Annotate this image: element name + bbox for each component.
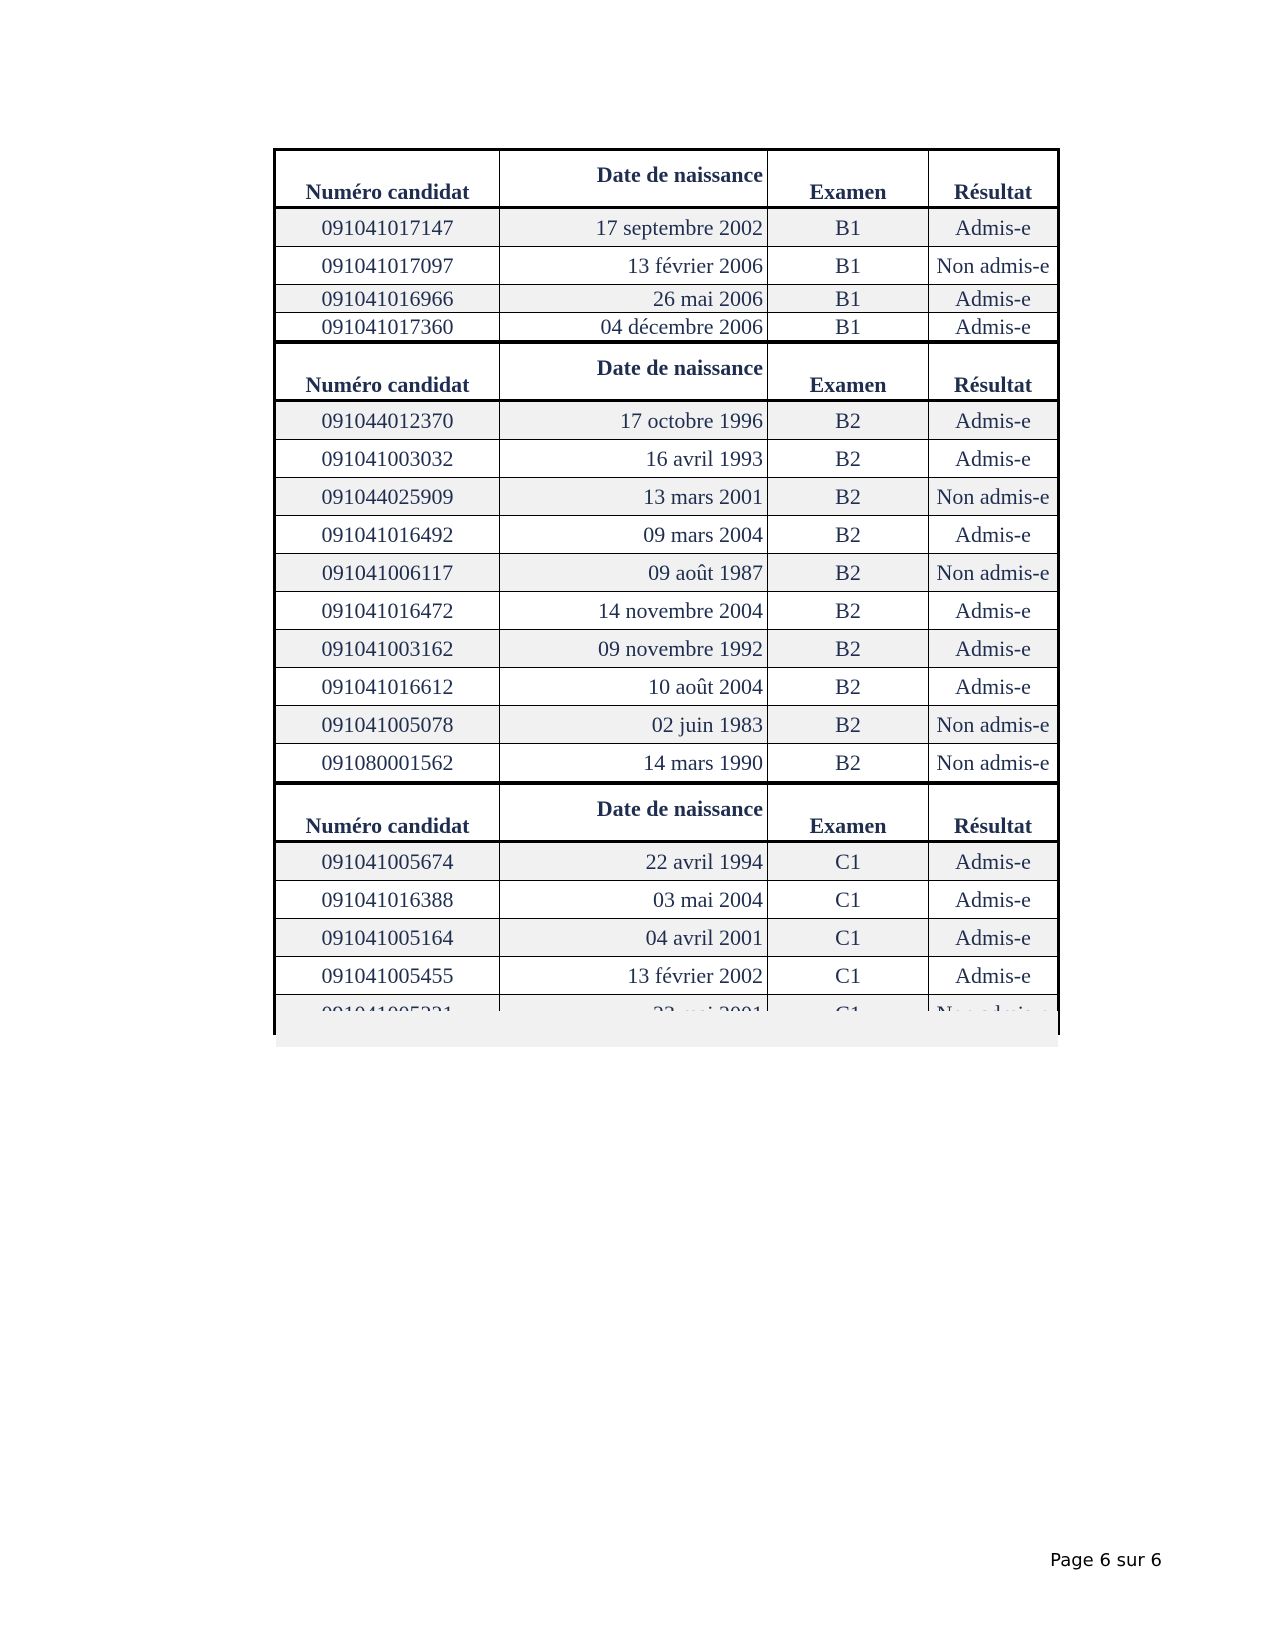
candidate-number-cell: 091041005455 <box>275 957 500 995</box>
table-row <box>275 957 1059 995</box>
candidate-number-cell: 091041006117 <box>275 554 500 592</box>
birth-date-cell: 02 juin 1983 <box>500 706 768 744</box>
header-birth-date: Date de naissance <box>500 150 768 208</box>
birth-date-cell: 09 novembre 1992 <box>500 630 768 668</box>
header-exam: Examen <box>768 785 929 842</box>
table-row <box>275 478 1059 516</box>
candidate-number-cell: 091041017147 <box>275 208 500 247</box>
header-birth-date: Date de naissance <box>500 344 768 401</box>
table-row <box>275 247 1059 285</box>
exam-cell: B2 <box>768 478 929 516</box>
candidate-number-cell: 091041003032 <box>275 440 500 478</box>
table-row <box>275 630 1059 668</box>
table-row <box>275 401 1059 440</box>
candidate-number-cell: 091041005674 <box>275 842 500 881</box>
header-result: Résultat <box>929 150 1059 208</box>
candidate-number-cell: 091041005078 <box>275 706 500 744</box>
result-cell: Admis-e <box>929 668 1059 706</box>
birth-date-cell: 03 mai 2004 <box>500 881 768 919</box>
results-table <box>273 343 1060 784</box>
candidate-number-cell: 091041016612 <box>275 668 500 706</box>
header-result: Résultat <box>929 785 1059 842</box>
result-cell: Admis-e <box>929 516 1059 554</box>
birth-date-cell: 14 mars 1990 <box>500 744 768 783</box>
table-row <box>275 668 1059 706</box>
result-cell: Admis-e <box>929 440 1059 478</box>
results-table <box>273 784 1060 1035</box>
candidate-number-cell: 091041017360 <box>275 313 500 342</box>
table-row <box>275 516 1059 554</box>
exam-cell: C1 <box>768 919 929 957</box>
table-row <box>275 554 1059 592</box>
exam-cell: B2 <box>768 706 929 744</box>
result-cell: Non admis-e <box>929 554 1059 592</box>
birth-date-cell: 22 avril 1994 <box>500 842 768 881</box>
table-row <box>275 919 1059 957</box>
birth-date-cell: 17 octobre 1996 <box>500 401 768 440</box>
header-result: Résultat <box>929 344 1059 401</box>
result-cell: Non admis-e <box>929 247 1059 285</box>
birth-date-cell: 04 décembre 2006 <box>500 313 768 342</box>
birth-date-cell: 26 mai 2006 <box>500 285 768 313</box>
result-cell: Admis-e <box>929 592 1059 630</box>
table-row <box>275 842 1059 881</box>
candidate-number-cell: 091080001562 <box>275 744 500 783</box>
exam-cell: B2 <box>768 440 929 478</box>
page-number: Page 6 sur 6 <box>1050 1550 1162 1571</box>
exam-cell: C1 <box>768 881 929 919</box>
birth-date-cell: 17 septembre 2002 <box>500 208 768 247</box>
birth-date-cell: 10 août 2004 <box>500 668 768 706</box>
result-cell: Non admis-e <box>929 706 1059 744</box>
exam-cell: B2 <box>768 630 929 668</box>
birth-date-cell: 14 novembre 2004 <box>500 592 768 630</box>
result-cell: Admis-e <box>929 842 1059 881</box>
birth-date-cell: 13 février 2006 <box>500 247 768 285</box>
candidate-number-cell: 091041016492 <box>275 516 500 554</box>
exam-cell: B1 <box>768 313 929 342</box>
table-row <box>275 706 1059 744</box>
result-cell: Admis-e <box>929 957 1059 995</box>
table-row <box>275 313 1059 342</box>
exam-cell: C1 <box>768 957 929 995</box>
header-number: Numéro candidat <box>275 150 500 208</box>
results-table <box>273 148 1060 343</box>
empty-shaded-row <box>276 1011 1058 1047</box>
birth-date-cell: 13 mars 2001 <box>500 478 768 516</box>
exam-cell: B2 <box>768 744 929 783</box>
table-header-row <box>275 150 1059 208</box>
exam-cell: B1 <box>768 208 929 247</box>
table-header-row <box>275 344 1059 401</box>
exam-cell: B2 <box>768 668 929 706</box>
result-cell: Admis-e <box>929 919 1059 957</box>
result-cell: Non admis-e <box>929 478 1059 516</box>
birth-date-cell: 09 août 1987 <box>500 554 768 592</box>
result-cell: Non admis-e <box>929 744 1059 783</box>
exam-cell: B2 <box>768 554 929 592</box>
result-cell: Admis-e <box>929 881 1059 919</box>
exam-cell: B1 <box>768 247 929 285</box>
candidate-number-cell: 091041016472 <box>275 592 500 630</box>
header-exam: Examen <box>768 150 929 208</box>
exam-cell: B1 <box>768 285 929 313</box>
result-cell: Admis-e <box>929 313 1059 342</box>
table-header-row <box>275 785 1059 842</box>
header-number: Numéro candidat <box>275 785 500 842</box>
candidate-number-cell: 091044012370 <box>275 401 500 440</box>
result-cell: Admis-e <box>929 285 1059 313</box>
birth-date-cell: 04 avril 2001 <box>500 919 768 957</box>
table-row <box>275 285 1059 313</box>
birth-date-cell: 13 février 2002 <box>500 957 768 995</box>
table-row <box>275 881 1059 919</box>
table-row <box>275 744 1059 783</box>
candidate-number-cell: 091041003162 <box>275 630 500 668</box>
birth-date-cell: 16 avril 1993 <box>500 440 768 478</box>
table-row <box>275 440 1059 478</box>
birth-date-cell: 09 mars 2004 <box>500 516 768 554</box>
header-birth-date: Date de naissance <box>500 785 768 842</box>
candidate-number-cell: 091041016966 <box>275 285 500 313</box>
table-row <box>275 208 1059 247</box>
result-cell: Admis-e <box>929 208 1059 247</box>
result-cell: Admis-e <box>929 401 1059 440</box>
exam-cell: B2 <box>768 592 929 630</box>
candidate-number-cell: 091041017097 <box>275 247 500 285</box>
exam-cell: B2 <box>768 401 929 440</box>
result-cell: Admis-e <box>929 630 1059 668</box>
candidate-number-cell: 091041005164 <box>275 919 500 957</box>
candidate-number-cell: 091041016388 <box>275 881 500 919</box>
results-tables <box>273 148 1057 1035</box>
header-number: Numéro candidat <box>275 344 500 401</box>
exam-cell: C1 <box>768 842 929 881</box>
table-row <box>275 592 1059 630</box>
exam-cell: B2 <box>768 516 929 554</box>
candidate-number-cell: 091044025909 <box>275 478 500 516</box>
header-exam: Examen <box>768 344 929 401</box>
